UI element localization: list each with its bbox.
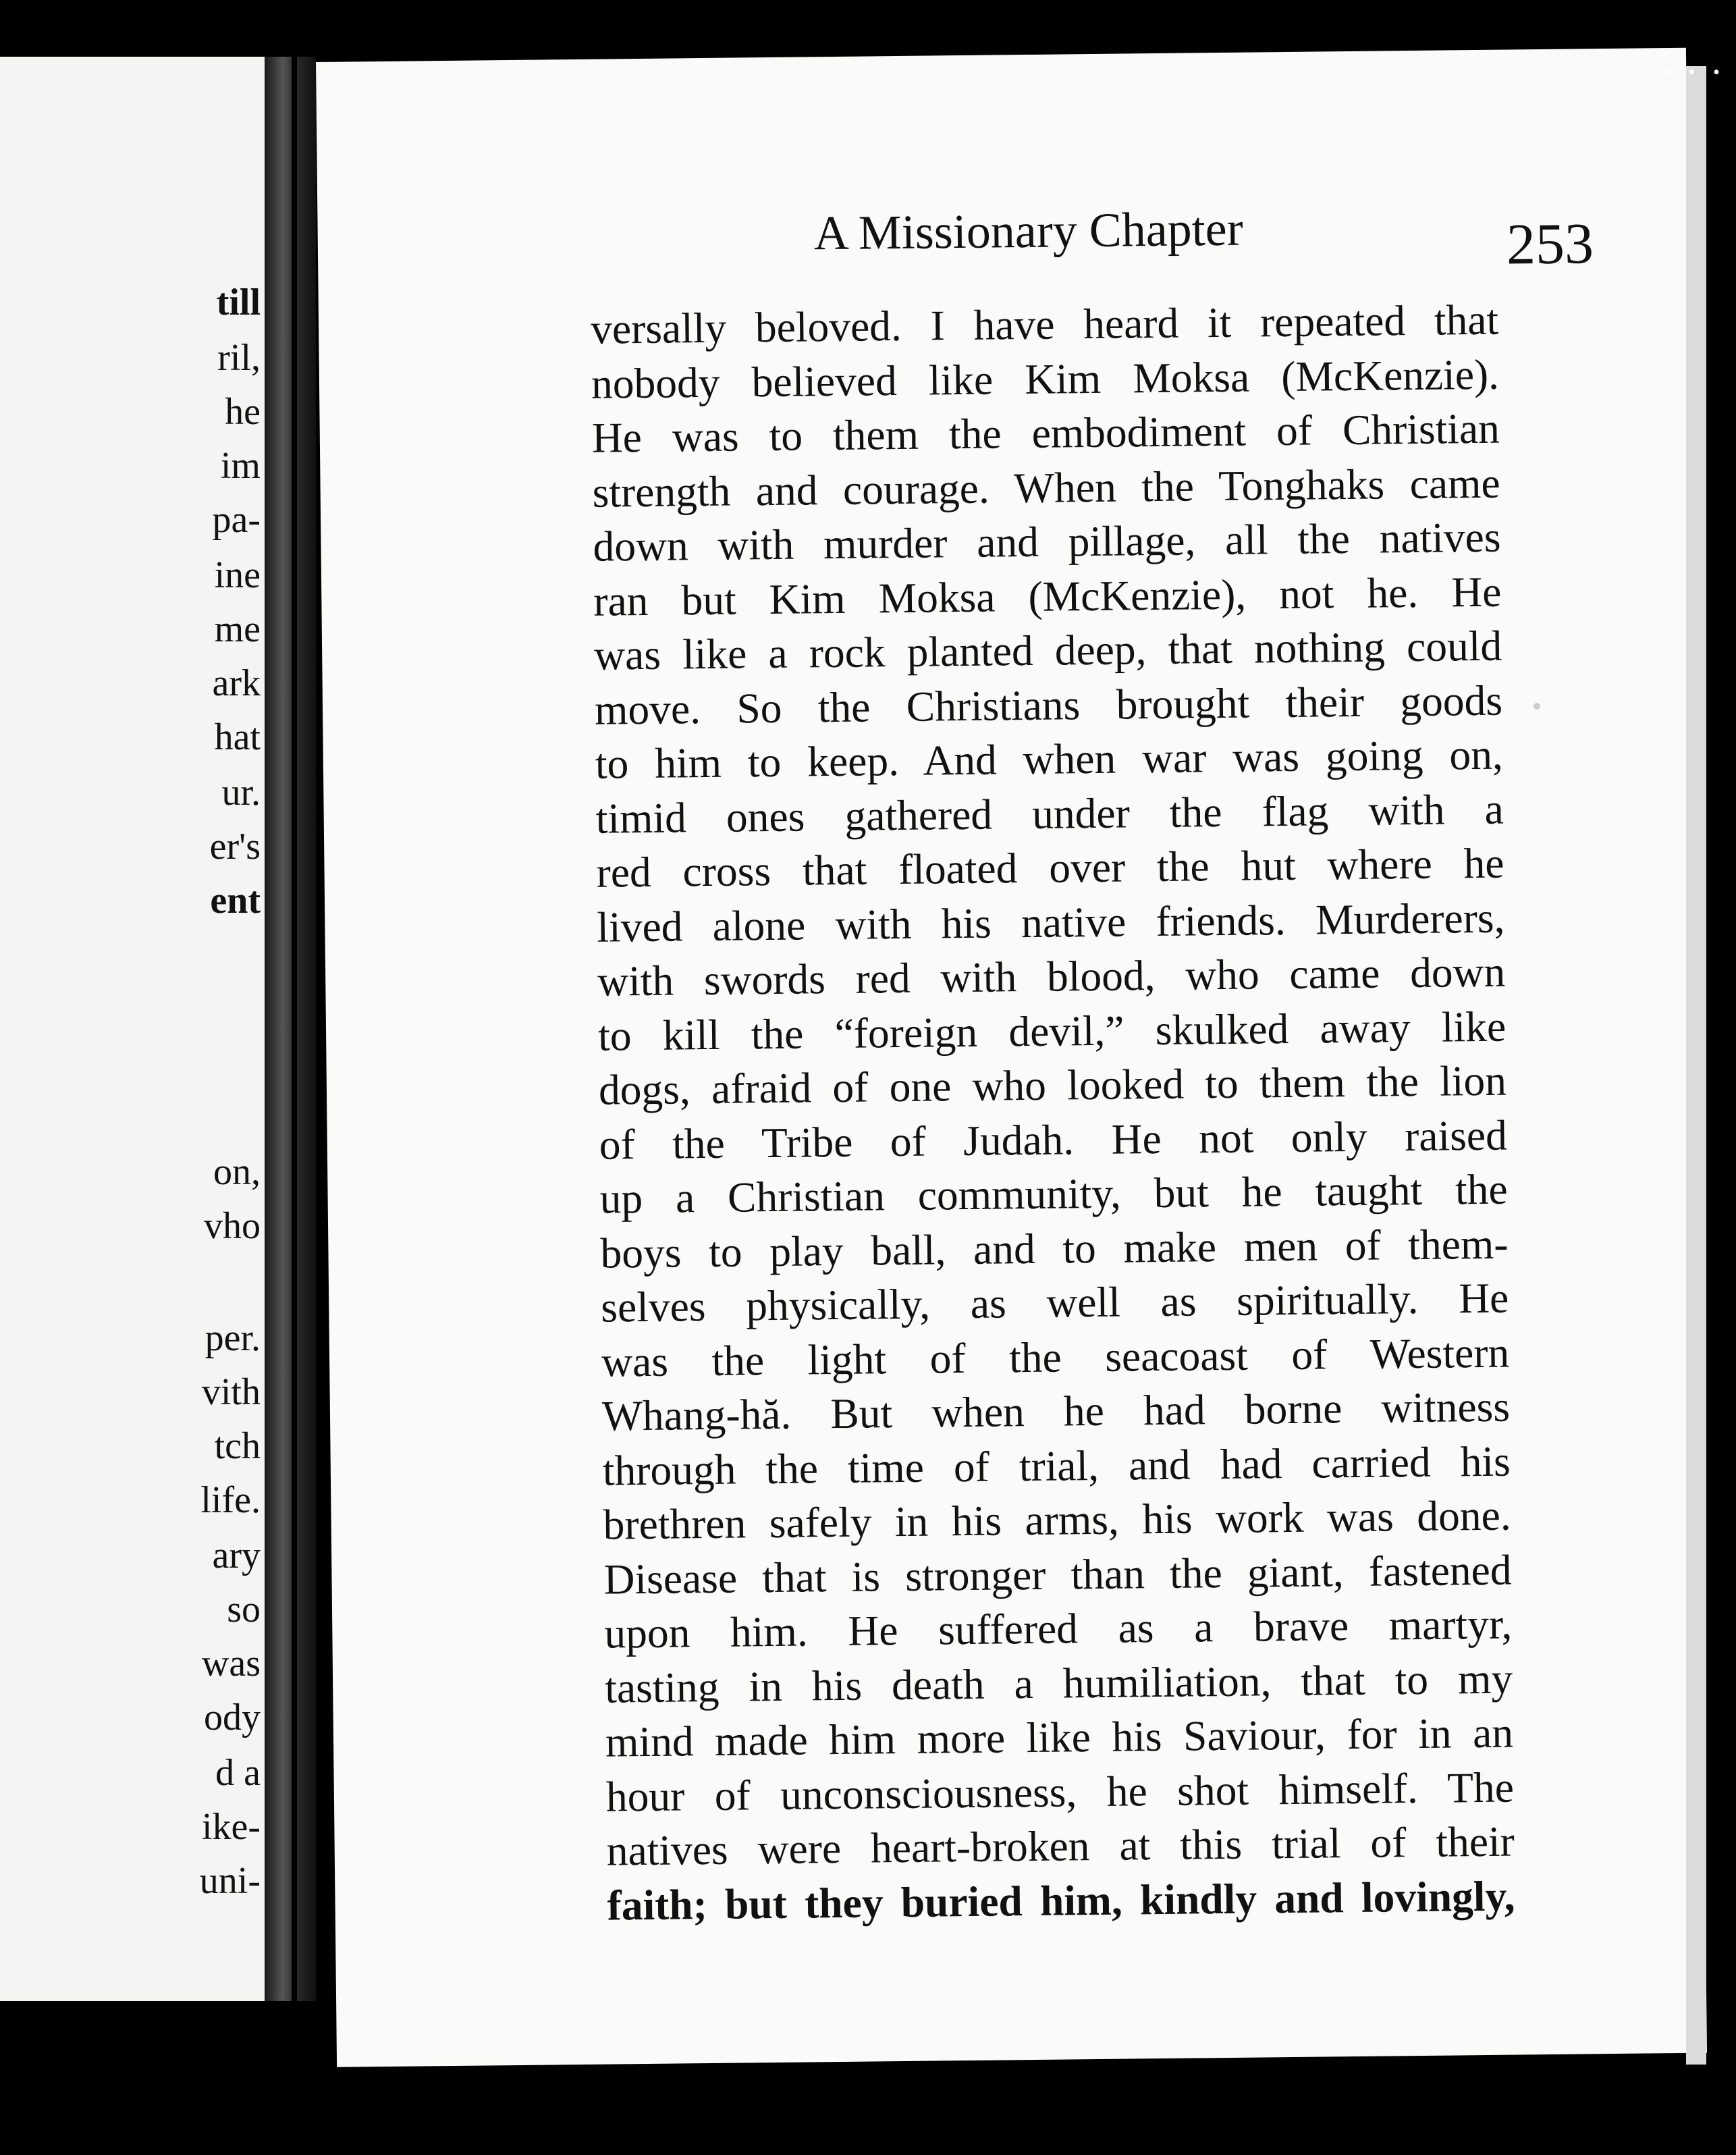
fragment: vho: [204, 1205, 261, 1247]
text-line: with swords red with blood, who came down: [597, 947, 1506, 1005]
scan-artifact-dots: • • •: [1663, 62, 1727, 83]
book-gutter: [265, 57, 316, 2001]
gutter-shadow: [292, 57, 297, 2001]
text-line: through the time of trial, and had carried his: [602, 1437, 1511, 1495]
fragment: ine: [214, 554, 261, 596]
text-line: nobody believed like Kim Moksa (McKenzie).: [591, 350, 1500, 408]
fragment: pa-: [212, 499, 261, 541]
text-line: tasting in his death a humiliation, that to my: [604, 1654, 1513, 1712]
fragment: im: [220, 445, 261, 487]
text-line: timid ones gathered under the flag with a: [595, 784, 1504, 843]
text-line: He was to them the embodiment of Christian: [591, 404, 1500, 462]
page-edge: [1686, 66, 1706, 2065]
fragment: ark: [212, 662, 261, 704]
fragment: d a: [215, 1752, 261, 1794]
running-head: A Missionary Chapter: [813, 201, 1244, 261]
text-line: to kill the “foreign devil,” skulked away like: [597, 1002, 1507, 1060]
text-line: versally beloved. I have heard it repeated that: [590, 295, 1499, 353]
fragment: ril,: [217, 337, 261, 379]
fragment: ur.: [221, 772, 261, 814]
text-line: red cross that floated over the hut where he: [596, 839, 1504, 897]
text-line: mind made him more like his Saviour, for in an: [605, 1708, 1514, 1766]
paper-speck: [1534, 703, 1540, 710]
text-line: boys to play ball, and to make men of them-: [600, 1219, 1509, 1277]
book-page: [316, 48, 1707, 2067]
body-text: [591, 293, 1515, 1933]
fragment: er's: [209, 826, 261, 868]
text-line: up a Christian community, but he taught the: [599, 1165, 1508, 1223]
text-line: faith; but they buried him, kindly and lovingly,: [607, 1871, 1515, 1930]
text-line: Whang-hă. But when he had borne witness: [601, 1382, 1511, 1440]
text-line: dogs, afraid of one who looked to them the lion: [598, 1056, 1507, 1114]
text-line: hour of unconsciousness, he shot himself. The: [605, 1763, 1515, 1821]
fragment: ike-: [201, 1806, 261, 1848]
text-line: was like a rock planted deep, that nothing could: [593, 621, 1502, 679]
page-number: 253: [1506, 211, 1594, 277]
text-line: was the light of the seacoast of Western: [601, 1328, 1510, 1386]
text-line: lived alone with his native friends. Murderers,: [597, 893, 1505, 951]
fragment: hat: [214, 716, 261, 758]
fragment: me: [214, 608, 261, 650]
fragment: ent: [210, 880, 261, 922]
text-line: natives were heart-broken at this trial of their: [606, 1817, 1515, 1875]
fragment: till: [216, 282, 261, 323]
fragment: so: [227, 1589, 261, 1630]
fragment: ary: [212, 1535, 261, 1576]
text-line: to him to keep. And when war was going on,: [595, 730, 1504, 788]
text-line: down with murder and pillage, all the natives: [593, 512, 1501, 570]
text-line: Disease that is stronger than the giant, fastened: [603, 1545, 1512, 1603]
text-line: selves physically, as well as spiritually. He: [600, 1273, 1509, 1331]
fragment: on,: [213, 1151, 261, 1193]
fragment: was: [201, 1643, 261, 1684]
text-line: of the Tribe of Judah. He not only raised: [599, 1111, 1508, 1169]
text-line: brethren safely in his arms, his work was done.: [603, 1491, 1512, 1549]
text-line: move. So the Christians brought their goods: [594, 676, 1503, 734]
fragment: tch: [214, 1425, 261, 1467]
text-line: strength and courage. When the Tonghaks came: [592, 458, 1500, 516]
fragment: uni-: [199, 1860, 261, 1902]
text-line: upon him. He suffered as a brave martyr,: [604, 1599, 1513, 1657]
text-line: ran but Kim Moksa (McKenzie), not he. He: [593, 567, 1502, 625]
previous-page-strip: [0, 57, 265, 2001]
fragment: ody: [204, 1697, 261, 1738]
fragment: he: [225, 391, 261, 433]
fragment: per.: [205, 1317, 261, 1359]
fragment: life.: [200, 1479, 261, 1521]
fragment: vith: [201, 1371, 261, 1413]
